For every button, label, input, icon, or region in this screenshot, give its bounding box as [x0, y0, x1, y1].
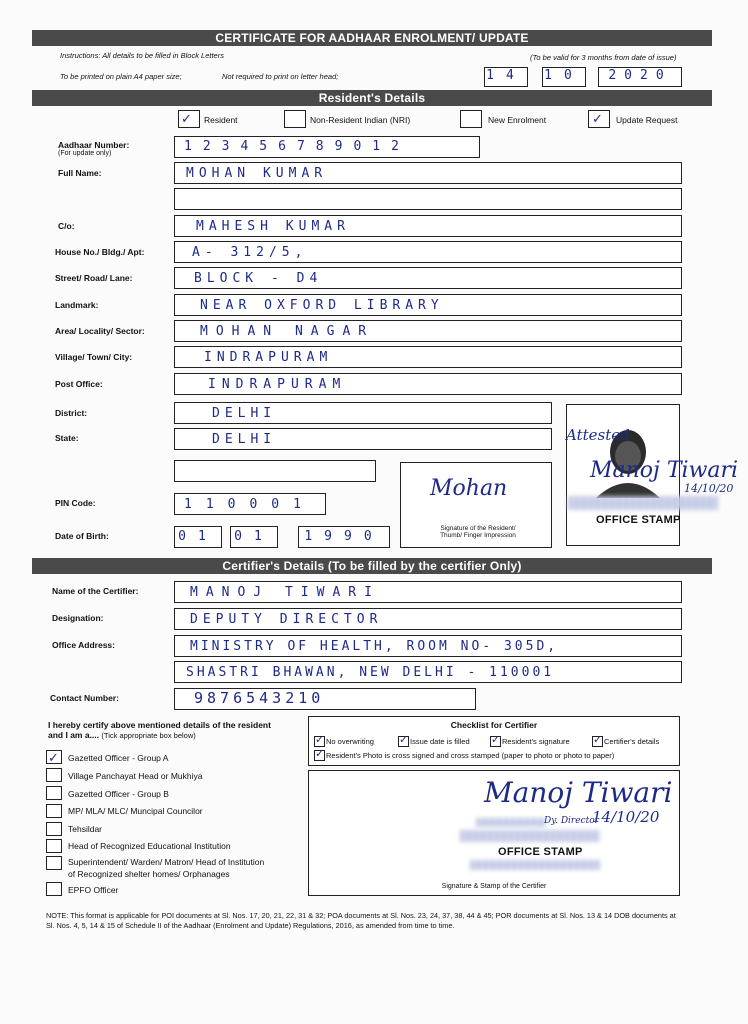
- issue-date-year[interactable]: 2020: [598, 67, 682, 87]
- house-value: A- 312/5,: [192, 245, 308, 260]
- checklist-issue-date-label: Issue date is filled: [410, 737, 470, 746]
- resident-signature: Mohan: [430, 476, 508, 501]
- checklist-photo-cross-signed-checkbox[interactable]: ✓: [315, 748, 325, 760]
- house-label: House No./ Bldg./ Apt:: [55, 247, 145, 257]
- form-title: CERTIFICATE FOR AADHAAR ENROLMENT/ UPDATE: [32, 30, 712, 46]
- nri-type-label: Non-Resident Indian (NRI): [310, 115, 411, 125]
- village-label: Village/ Town/ City:: [55, 352, 133, 362]
- option-education-head-checkbox[interactable]: [46, 839, 62, 853]
- checklist-resident-signature-checkbox[interactable]: ✓: [491, 734, 501, 746]
- update-request-checkbox[interactable]: ✓: [588, 110, 610, 128]
- checklist-resident-signature-label: Resident's signature: [502, 737, 570, 746]
- dob-day[interactable]: 01: [174, 526, 222, 548]
- area-value: MOHAN NAGAR: [200, 324, 375, 339]
- office-address-label: Office Address:: [52, 640, 115, 650]
- resident-signature-caption: Signature of the Resident/ Thumb/ Finger Impression: [440, 525, 516, 539]
- designation-label: Designation:: [52, 613, 104, 623]
- certify-intro: I hereby certify above mentioned details of the resident and I am a.... (Tick appropriate box below): [48, 720, 271, 740]
- checklist-no-overwriting-checkbox[interactable]: ✓: [315, 734, 325, 746]
- option-gazetted-b-label: Gazetted Officer - Group B: [68, 789, 169, 799]
- full-name-label: Full Name:: [58, 168, 102, 178]
- checklist-issue-date-checkbox[interactable]: ✓: [399, 734, 409, 746]
- checklist-photo-cross-signed-label: Resident's Photo is cross signed and cross stamped (paper to photo or photo to paper): [326, 751, 615, 760]
- option-superintendent-label: Superintendent/ Warden/ Matron/ Head of Institution: [68, 857, 265, 867]
- option-education-head-label: Head of Recognized Educational Institution: [68, 841, 231, 851]
- certifier-stamp-blur-top: [476, 818, 546, 827]
- option-epfo-label: EPFO Officer: [68, 885, 119, 895]
- checklist-title: Checklist for Certifier: [450, 720, 538, 730]
- option-gazetted-a-checkbox[interactable]: ✓: [46, 750, 62, 764]
- certifier-sign-date: 14/10/20: [592, 808, 660, 826]
- checklist-certifier-details-label: Certifier's details: [604, 737, 660, 746]
- letterhead-note: Not required to print on letter head;: [222, 72, 339, 81]
- aadhaar-sublabel: (For update only): [58, 150, 112, 157]
- option-mp-mla-label: MP/ MLA/ MLC/ Muncipal Councilor: [68, 806, 203, 816]
- co-value: MAHESH KUMAR: [196, 219, 350, 234]
- street-label: Street/ Road/ Lane:: [55, 273, 133, 283]
- option-mp-mla-checkbox[interactable]: [46, 804, 62, 818]
- certifier-stamp-blur-mid: [460, 830, 600, 842]
- dob-year[interactable]: 1990: [298, 526, 390, 548]
- photo-office-stamp: OFFICE STAMP: [596, 514, 681, 526]
- area-label: Area/ Locality/ Sector:: [55, 326, 145, 336]
- dob-label: Date of Birth:: [55, 531, 109, 541]
- option-panchayat-label: Village Panchayat Head or Mukhiya: [68, 771, 203, 781]
- resident-section-heading: Resident's Details: [32, 90, 712, 106]
- designation-value: DEPUTY DIRECTOR: [190, 612, 383, 627]
- full-name-value: MOHAN KUMAR: [186, 166, 328, 181]
- paper-size-note: To be printed on plain A4 paper size;: [60, 72, 182, 81]
- update-request-label: Update Request: [616, 115, 678, 125]
- new-enrolment-checkbox[interactable]: [460, 110, 482, 128]
- instructions-text: Instructions: All details to be filled in Block Letters: [60, 51, 224, 60]
- pin-value: 110001: [184, 497, 315, 512]
- option-superintendent-checkbox[interactable]: [46, 856, 62, 870]
- contact-number-label: Contact Number:: [50, 693, 119, 703]
- validity-note: (To be valid for 3 months from date of issue): [530, 53, 677, 62]
- certifier-signature-caption: Signature & Stamp of the Certifier: [441, 883, 547, 890]
- photo-cross-signature: Manoj Tiwari: [590, 458, 739, 483]
- resident-type-label: Resident: [204, 115, 238, 125]
- option-gazetted-a-label: Gazetted Officer - Group A: [68, 753, 169, 763]
- post-office-value: INDRAPURAM: [208, 377, 347, 392]
- certifier-title-line: Dy. Director: [544, 816, 599, 826]
- certifier-name-value: MANOJ TIWARI: [190, 585, 380, 600]
- option-tehsildar-label: Tehsildar: [68, 824, 103, 834]
- photo-attested-text: Attested: [566, 426, 630, 444]
- resident-checkbox[interactable]: ✓: [178, 110, 200, 128]
- office-address-line1: MINISTRY OF HEALTH, ROOM NO- 305D,: [190, 639, 559, 654]
- office-address-line2: SHASTRI BHAWAN, NEW DELHI - 110001: [186, 665, 555, 680]
- pin-label: PIN Code:: [55, 498, 96, 508]
- certifier-name-label: Name of the Certifier:: [52, 586, 139, 596]
- checklist-no-overwriting-label: No overwriting: [326, 737, 374, 746]
- footer-note: NOTE: This format is applicable for POI documents at Sl. Nos. 17, 20, 21, 22, 31 & 32; POA documents at Sl. Nos. 23, 24, 37, 38, 44 & 45; POR documents at Sl. Nos. 13 & 14 DOB documents at Sl. Nos. 4, 5, 14 & 15 of Schedule II of the Aadhaar (Enrolment and Update) Regulations, 2016, as amended from time to time.: [46, 911, 676, 930]
- certifier-section-heading: Certifier's Details (To be filled by the certifier Only): [32, 558, 712, 574]
- issue-date-month[interactable]: 10: [542, 67, 586, 87]
- option-tehsildar-checkbox[interactable]: [46, 822, 62, 836]
- option-superintendent-label-line2: of Recognized shelter homes/ Orphanages: [68, 869, 230, 879]
- street-value: BLOCK - D4: [194, 271, 323, 286]
- option-epfo-checkbox[interactable]: [46, 882, 62, 896]
- certifier-stamp-blur-bottom: [470, 860, 600, 870]
- new-enrolment-label: New Enrolment: [488, 115, 547, 125]
- state-value: DELHI: [212, 432, 277, 447]
- option-panchayat-checkbox[interactable]: [46, 768, 62, 782]
- certify-intro-note: (Tick appropriate box below): [101, 731, 196, 740]
- aadhaar-number-value: 123456789012: [184, 139, 410, 154]
- photo-sign-date: 14/10/20: [684, 482, 734, 495]
- checklist-certifier-details-checkbox[interactable]: ✓: [593, 734, 603, 746]
- village-value: INDRAPURAM: [204, 350, 333, 365]
- full-name-field-line2[interactable]: [174, 188, 682, 210]
- certifier-office-stamp: OFFICE STAMP: [498, 846, 583, 858]
- option-gazetted-b-checkbox[interactable]: [46, 786, 62, 800]
- landmark-label: Landmark:: [55, 300, 99, 310]
- photo-stamp-blur: [568, 496, 718, 510]
- contact-number-value: 9876543210: [194, 689, 325, 707]
- co-label: C/o:: [58, 221, 75, 231]
- dob-month[interactable]: 01: [230, 526, 278, 548]
- state-label: State:: [55, 433, 79, 443]
- extra-blank-field[interactable]: [174, 460, 376, 482]
- landmark-value: NEAR OXFORD LIBRARY: [200, 298, 444, 313]
- certifier-signature: Manoj Tiwari: [484, 776, 673, 809]
- district-value: DELHI: [212, 406, 277, 421]
- district-label: District:: [55, 408, 88, 418]
- nri-checkbox[interactable]: [284, 110, 306, 128]
- aadhaar-label: Aadhaar Number: (For update only): [58, 140, 130, 157]
- post-office-label: Post Office:: [55, 379, 103, 389]
- issue-date-day[interactable]: 14: [484, 67, 528, 87]
